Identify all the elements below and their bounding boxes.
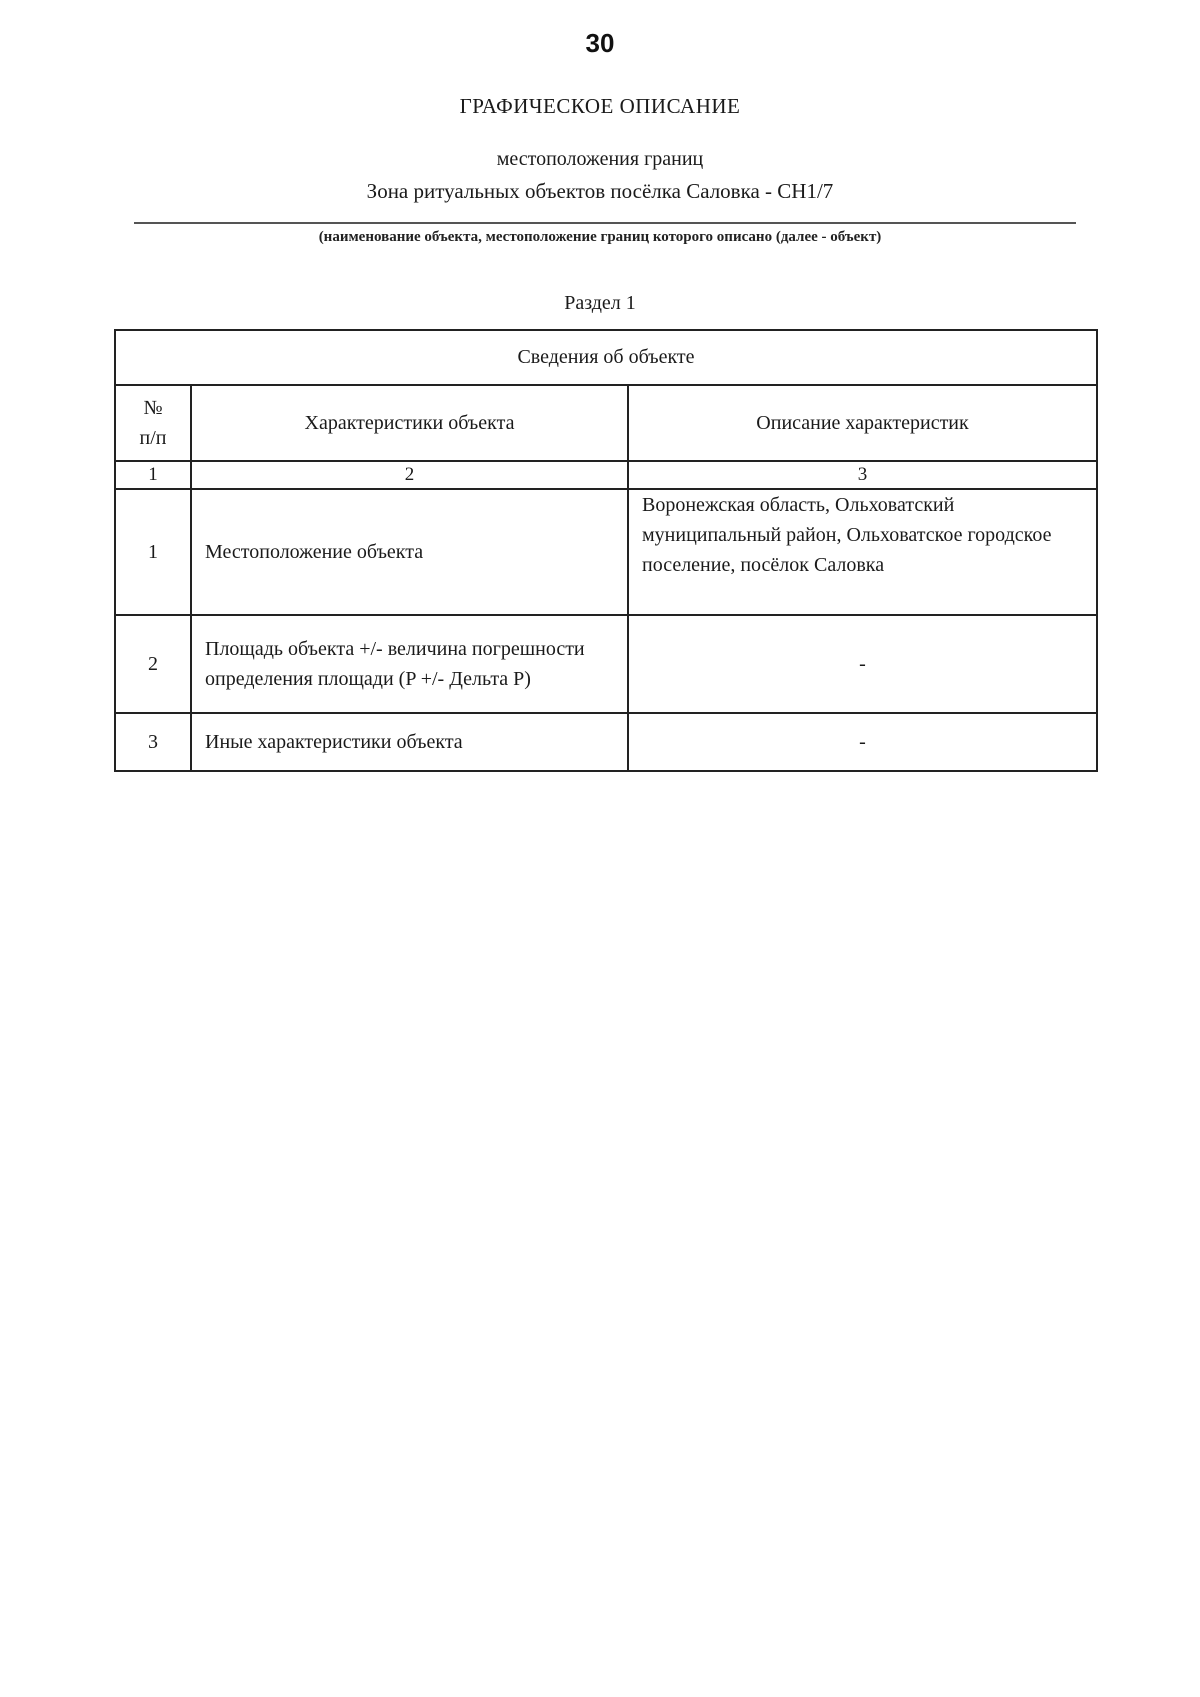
table-caption: Сведения об объекте [115, 330, 1097, 385]
column-header-number-line2: п/п [139, 427, 167, 449]
object-name: Зона ритуальных объектов посёлка Саловка - СН1/7 [366, 179, 834, 203]
table-row [115, 489, 1097, 615]
row-characteristic: Иные характеристики объекта [191, 713, 628, 771]
row-number: 1 [115, 489, 191, 615]
row-characteristic: Площадь объекта +/- величина погрешности определения площади (P +/- Дельта P) [191, 615, 628, 713]
table-row [115, 615, 1097, 713]
table-header-row [115, 385, 1097, 461]
row-description: - [628, 615, 1097, 713]
column-header-characteristic: Характеристики объекта [191, 385, 628, 461]
row-characteristic: Местоположение объекта [191, 489, 628, 615]
object-info-table [114, 329, 1098, 772]
row-number: 3 [115, 713, 191, 771]
object-name-underline [134, 222, 1076, 224]
row-description: - [628, 713, 1097, 771]
document-title: ГРАФИЧЕСКОЕ ОПИСАНИЕ [459, 94, 741, 118]
page-number: 30 [585, 28, 615, 58]
column-number-row [115, 461, 1097, 489]
section-label: Раздел 1 [564, 292, 636, 314]
column-header-number [115, 385, 191, 461]
document-subtitle: местоположения границ [496, 148, 704, 170]
table-row [115, 713, 1097, 771]
column-number: 3 [628, 461, 1097, 489]
table-caption-row [115, 330, 1097, 385]
column-header-description: Описание характеристик [628, 385, 1097, 461]
row-description: Воронежская область, Ольховатский муниципальный район, Ольховатское городское поселение, посёлок Саловка [628, 489, 1097, 615]
row-number: 2 [115, 615, 191, 713]
object-name-caption: (наименование объекта, местоположение границ которого описано (далее - объект) [318, 229, 882, 245]
column-header-number-line1: № [143, 397, 163, 419]
column-number: 1 [115, 461, 191, 489]
column-number: 2 [191, 461, 628, 489]
